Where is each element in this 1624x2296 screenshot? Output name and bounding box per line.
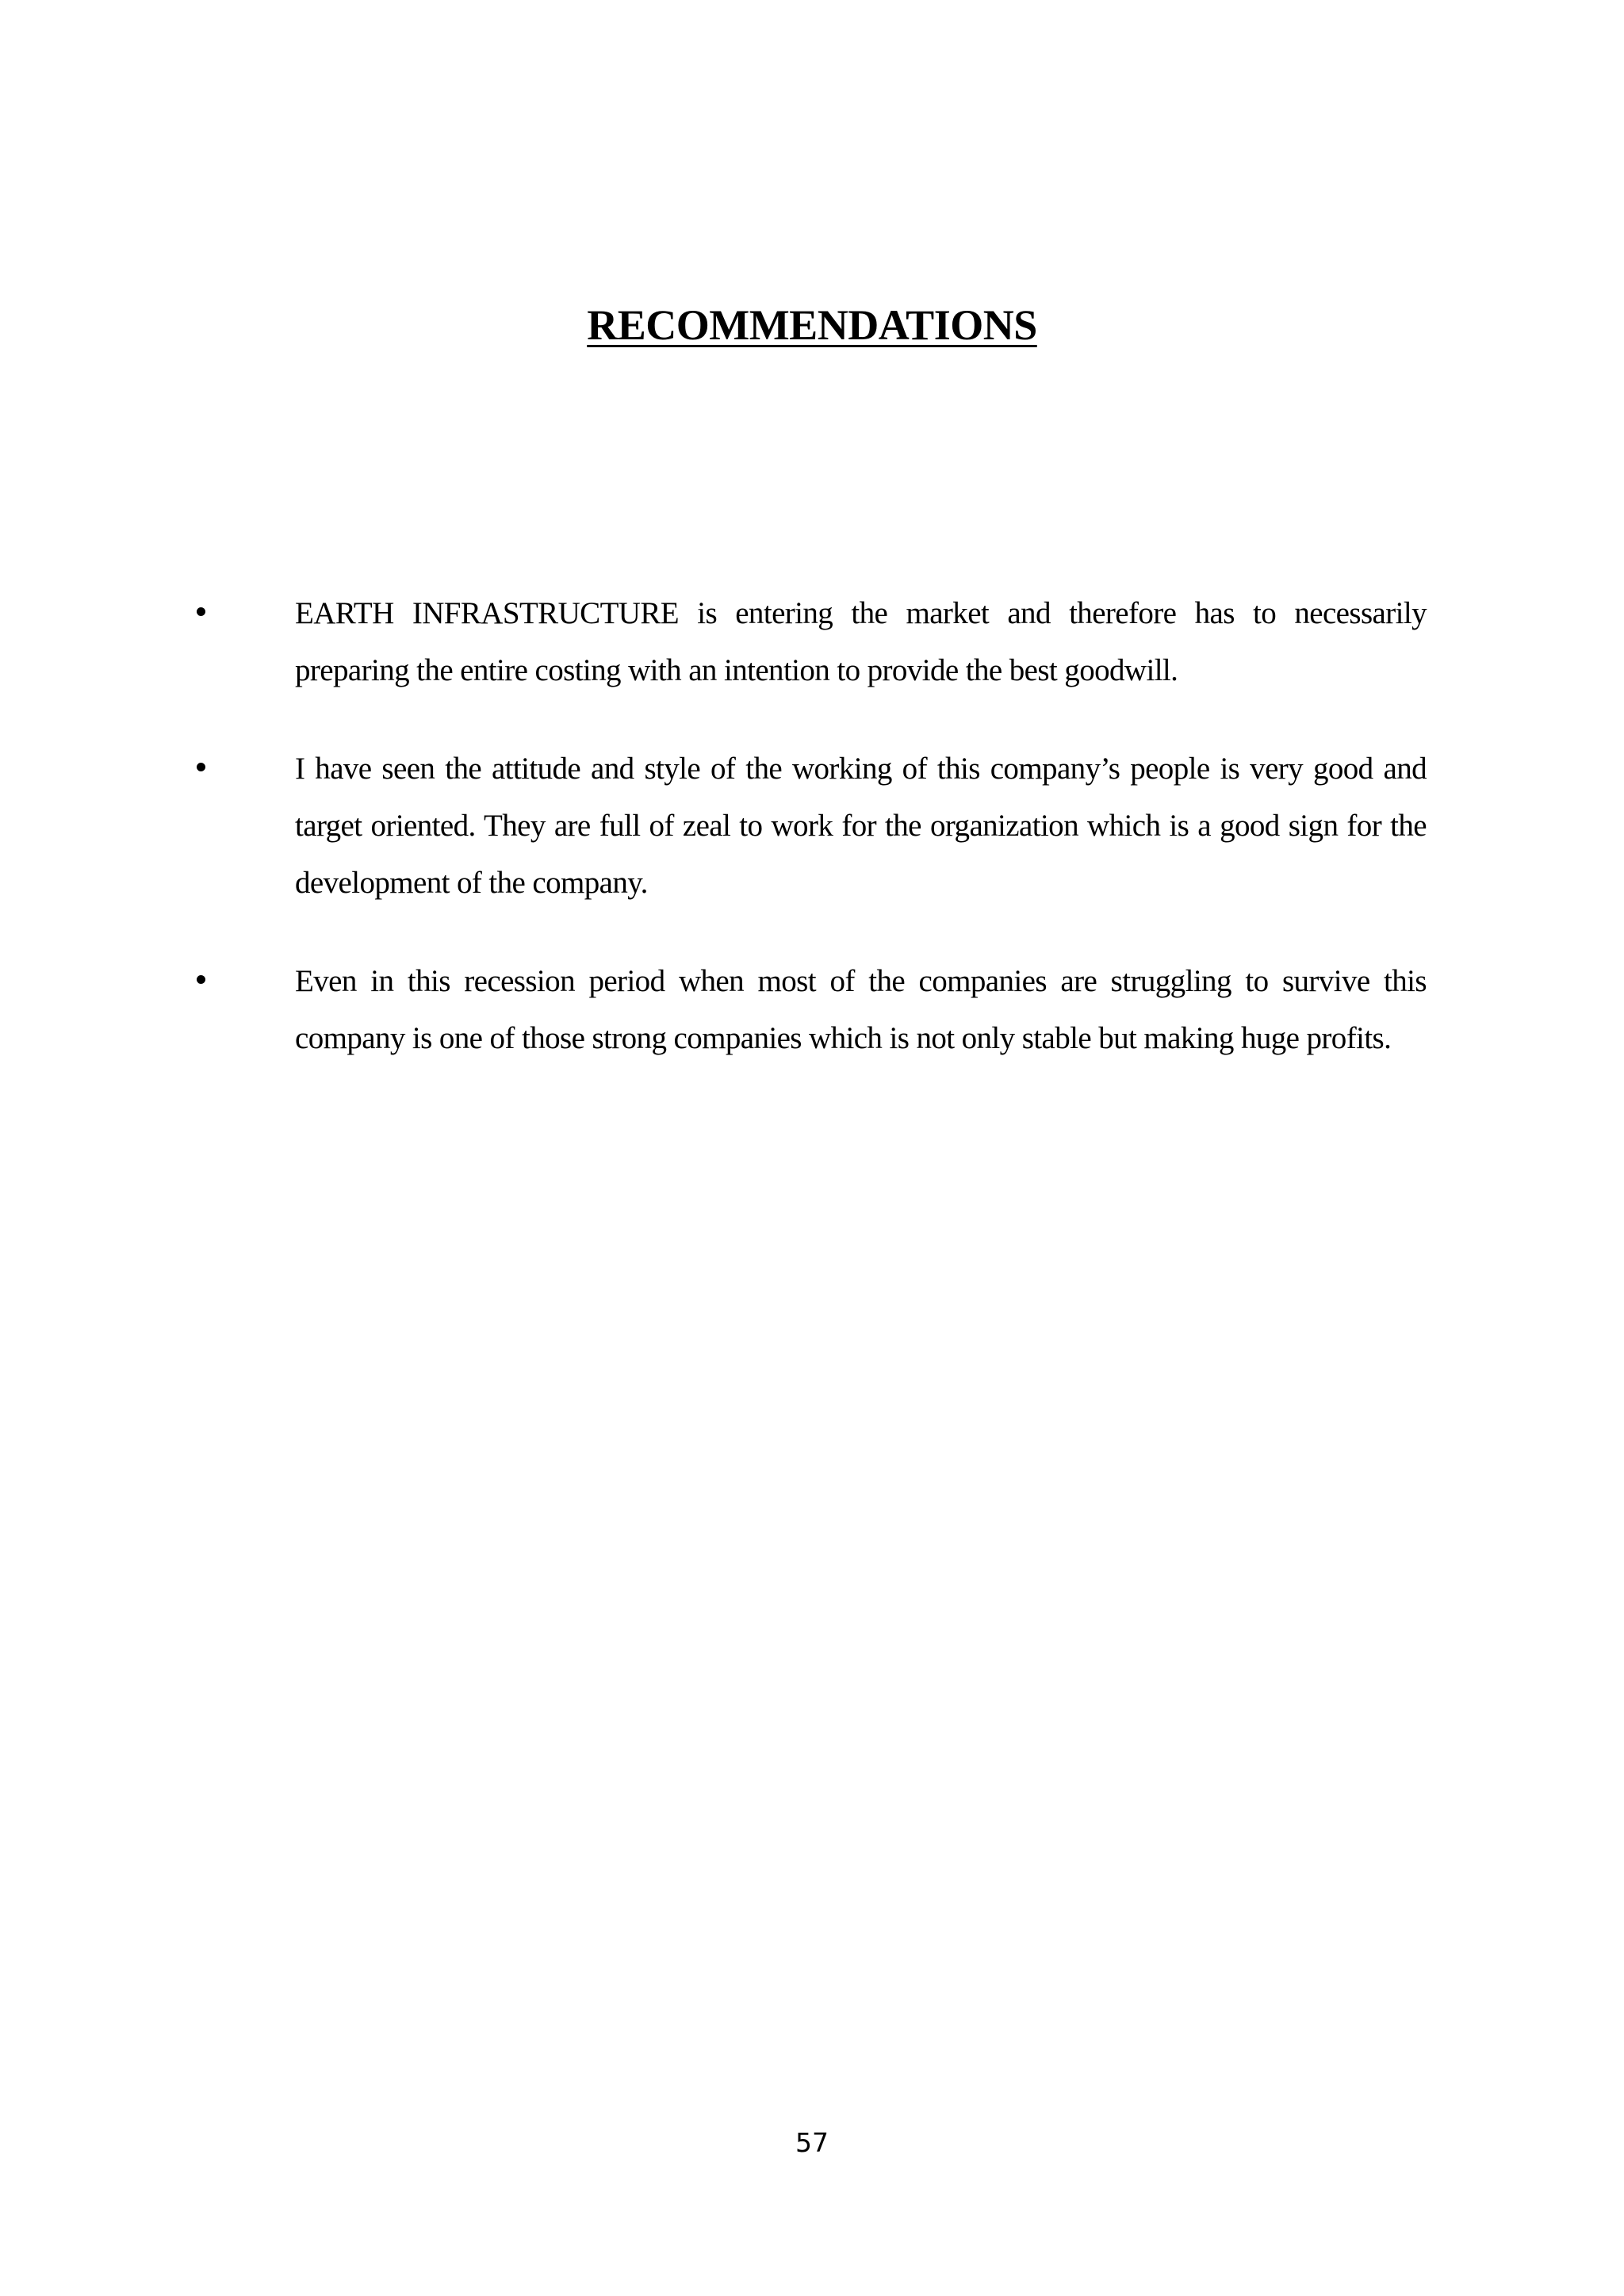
recommendations-list — [0, 585, 1624, 1108]
bullet-icon — [197, 607, 205, 616]
page-title: RECOMMENDATIONS — [587, 301, 1037, 349]
bullet-icon — [197, 763, 205, 771]
list-item — [0, 585, 1624, 699]
recommendation-text: Even in this recession period when most of the companies are struggling to survive this company is one of those strong companies which is not only stable but making huge profits. — [295, 964, 1427, 1055]
recommendation-text: I have seen the attitude and style of the working of this company’s people is very good and target oriented. They are full of zeal to work for the organization which is a good sign for the development of the company. — [295, 752, 1427, 900]
list-item — [0, 740, 1624, 912]
page-number: 57 — [795, 2127, 829, 2158]
list-item — [0, 953, 1624, 1067]
recommendation-text: EARTH INFRASTRUCTURE is entering the market and therefore has to necessarily preparing the entire costing with an intention to provide the best goodwill. — [295, 596, 1427, 687]
bullet-icon — [197, 975, 205, 984]
